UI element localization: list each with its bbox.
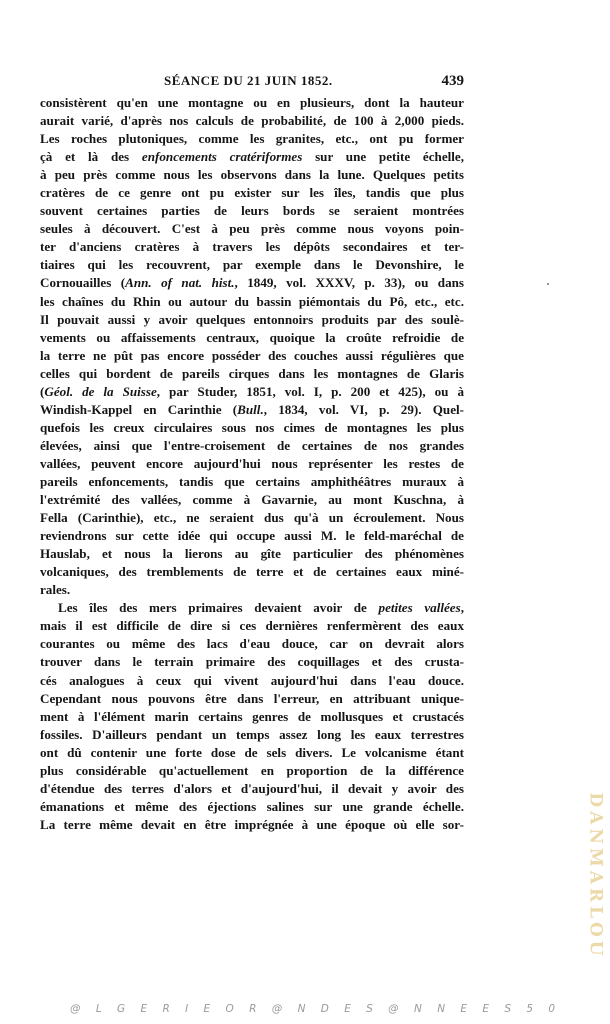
italic-citation: petites vallées <box>378 600 461 616</box>
text-line: Il pouvait aussi y avoir quelques entonnoirs produits par des soulè- <box>40 311 464 327</box>
text-segment: Les îles des mers primaires devaient avoir de <box>58 600 379 616</box>
text-segment: , 1834, vol. VI, p. 29). Quel- <box>263 401 464 417</box>
text-line: souvent certaines parties de leurs bords se seraient montrées <box>40 203 464 219</box>
side-watermark <box>584 768 606 984</box>
text-line: vements ou affaissements centraux, quoique la croûte refroidie de <box>40 329 464 345</box>
text-line: fossiles. D'ailleurs pendant un temps assez long les eaux terrestres <box>40 726 464 742</box>
text-line: pareils enfoncements, tandis que certains amphithéâtres muraux à <box>40 473 464 489</box>
print-speck <box>547 283 549 285</box>
text-line: ter d'anciens cratères à travers les dépôts secondaires et ter- <box>40 239 464 255</box>
italic-citation: Géol. de la Suisse <box>44 383 157 399</box>
text-line: reviendrons sur cette idée qui occupe aussi M. le feld-maréchal de <box>40 528 464 544</box>
text-line: rales. <box>40 582 71 598</box>
text-line <box>40 383 464 401</box>
italic-citation: Bull. <box>237 401 264 417</box>
text-line: l'extrémité des vallées, comme à Gavarnie, au mont Kuschna, à <box>40 492 464 508</box>
text-line <box>40 148 464 166</box>
italic-citation: Ann. of nat. hist. <box>125 275 235 291</box>
text-line: cratères de ce genre ont pu exister sur les îles, tandis que plus <box>40 185 464 201</box>
text-line <box>40 599 464 617</box>
text-line: trouver dans le terrain primaire des coquillages et des crusta- <box>40 654 464 670</box>
text-line: cés analogues à ceux qui vivent aujourd'hui dans l'eau douce. <box>40 672 464 688</box>
text-segment: , 1849, vol. XXXV, p. 33), ou dans <box>234 275 464 291</box>
text-segment: sur une petite échelle, <box>302 149 464 165</box>
text-line: d'étendue des terres d'alors et d'aujourd'hui, il devait y avoir des <box>40 780 464 796</box>
text-segment: , par Studer, 1851, vol. I, p. 200 et 425), ou à <box>156 383 464 399</box>
text-line: ment à l'élément marin certains genres de mollusques et crustacés <box>40 708 464 724</box>
text-line: émanations et même des éjections salines sur une grande échelle. <box>40 798 464 814</box>
text-line: vallées, peuvent encore aujourd'hui nous représenter les restes de <box>40 455 464 471</box>
text-line: élevées, ainsi que l'entre-croisement de certaines de nos grandes <box>40 437 464 453</box>
text-line: à peu près comme nous les observons dans la lune. Quelques petits <box>40 167 464 183</box>
page-number: 439 <box>441 73 464 89</box>
text-segment: Windish-Kappel en Carinthie ( <box>40 401 238 417</box>
text-line: Cependant nous pouvons être dans l'erreur, en attribuant unique- <box>40 690 464 706</box>
text-segment: Cornouailles ( <box>40 275 126 291</box>
text-line: tiaires qui les recouvrent, par exemple dans le Devonshire, le <box>40 257 464 273</box>
text-line: quefois les creux circulaires sous nos cimes de montagnes les plus <box>40 419 464 435</box>
text-line <box>40 274 464 292</box>
page-header <box>40 70 464 92</box>
text-line: la terre ne pût pas encore posséder des couches aussi régulières que <box>40 347 464 363</box>
text-line: Hauslab, et nous la lierons au gîte particulier des phénomènes <box>40 546 464 562</box>
body-text <box>40 94 464 834</box>
side-watermark-text <box>584 768 606 984</box>
italic-citation: enfoncements cratériformes <box>141 149 303 165</box>
running-head: SÉANCE DU 21 JUIN 1852. <box>164 73 333 88</box>
text-line: La terre même devait en être imprégnée à une époque où elle sor- <box>40 816 464 832</box>
text-line: les chaînes du Rhin ou autour du bassin piémontais du Pô, etc., etc. <box>40 293 464 309</box>
text-line <box>40 401 464 419</box>
text-line: courantes ou même des lacs d'eau douce, car on devrait alors <box>40 636 464 652</box>
text-line: consistèrent qu'en une montagne ou en plusieurs, dont la hauteur <box>40 95 464 110</box>
text-line: aurait varié, d'après nos calculs de probabilité, de 100 à 2,000 pieds. <box>40 113 464 129</box>
text-segment: ( <box>40 383 45 399</box>
text-line: volcaniques, des tremblements de terre et de certaines eaux miné- <box>40 564 464 580</box>
text-line: ont dû contenir une forte dose de sels divers. Le volcanisme étant <box>40 744 464 760</box>
text-line: mais il est difficile de dire si ces dernières renfermèrent des eaux <box>40 618 464 634</box>
text-line: Fella (Carinthie), etc., ne seraient dus qu'à un écroulement. Nous <box>40 510 464 526</box>
text-segment: çà et là des <box>40 149 142 165</box>
text-segment: , <box>460 600 464 616</box>
footer-watermark: @ L G E R I E O R @ N D E S @ N N E E S 5 0 <box>70 1003 562 1015</box>
text-line: seules à découvert. C'est à peu près comme nous voyons poin- <box>40 221 464 237</box>
text-line: plus considérable qu'actuellement en proportion de la différence <box>40 762 464 778</box>
side-watermark-label: DANMARLOU <box>585 792 606 960</box>
text-line: Les roches plutoniques, comme les granites, etc., ont pu former <box>40 131 464 147</box>
text-line: celles qui bordent de pareils cirques dans les montagnes de Glaris <box>40 365 464 381</box>
